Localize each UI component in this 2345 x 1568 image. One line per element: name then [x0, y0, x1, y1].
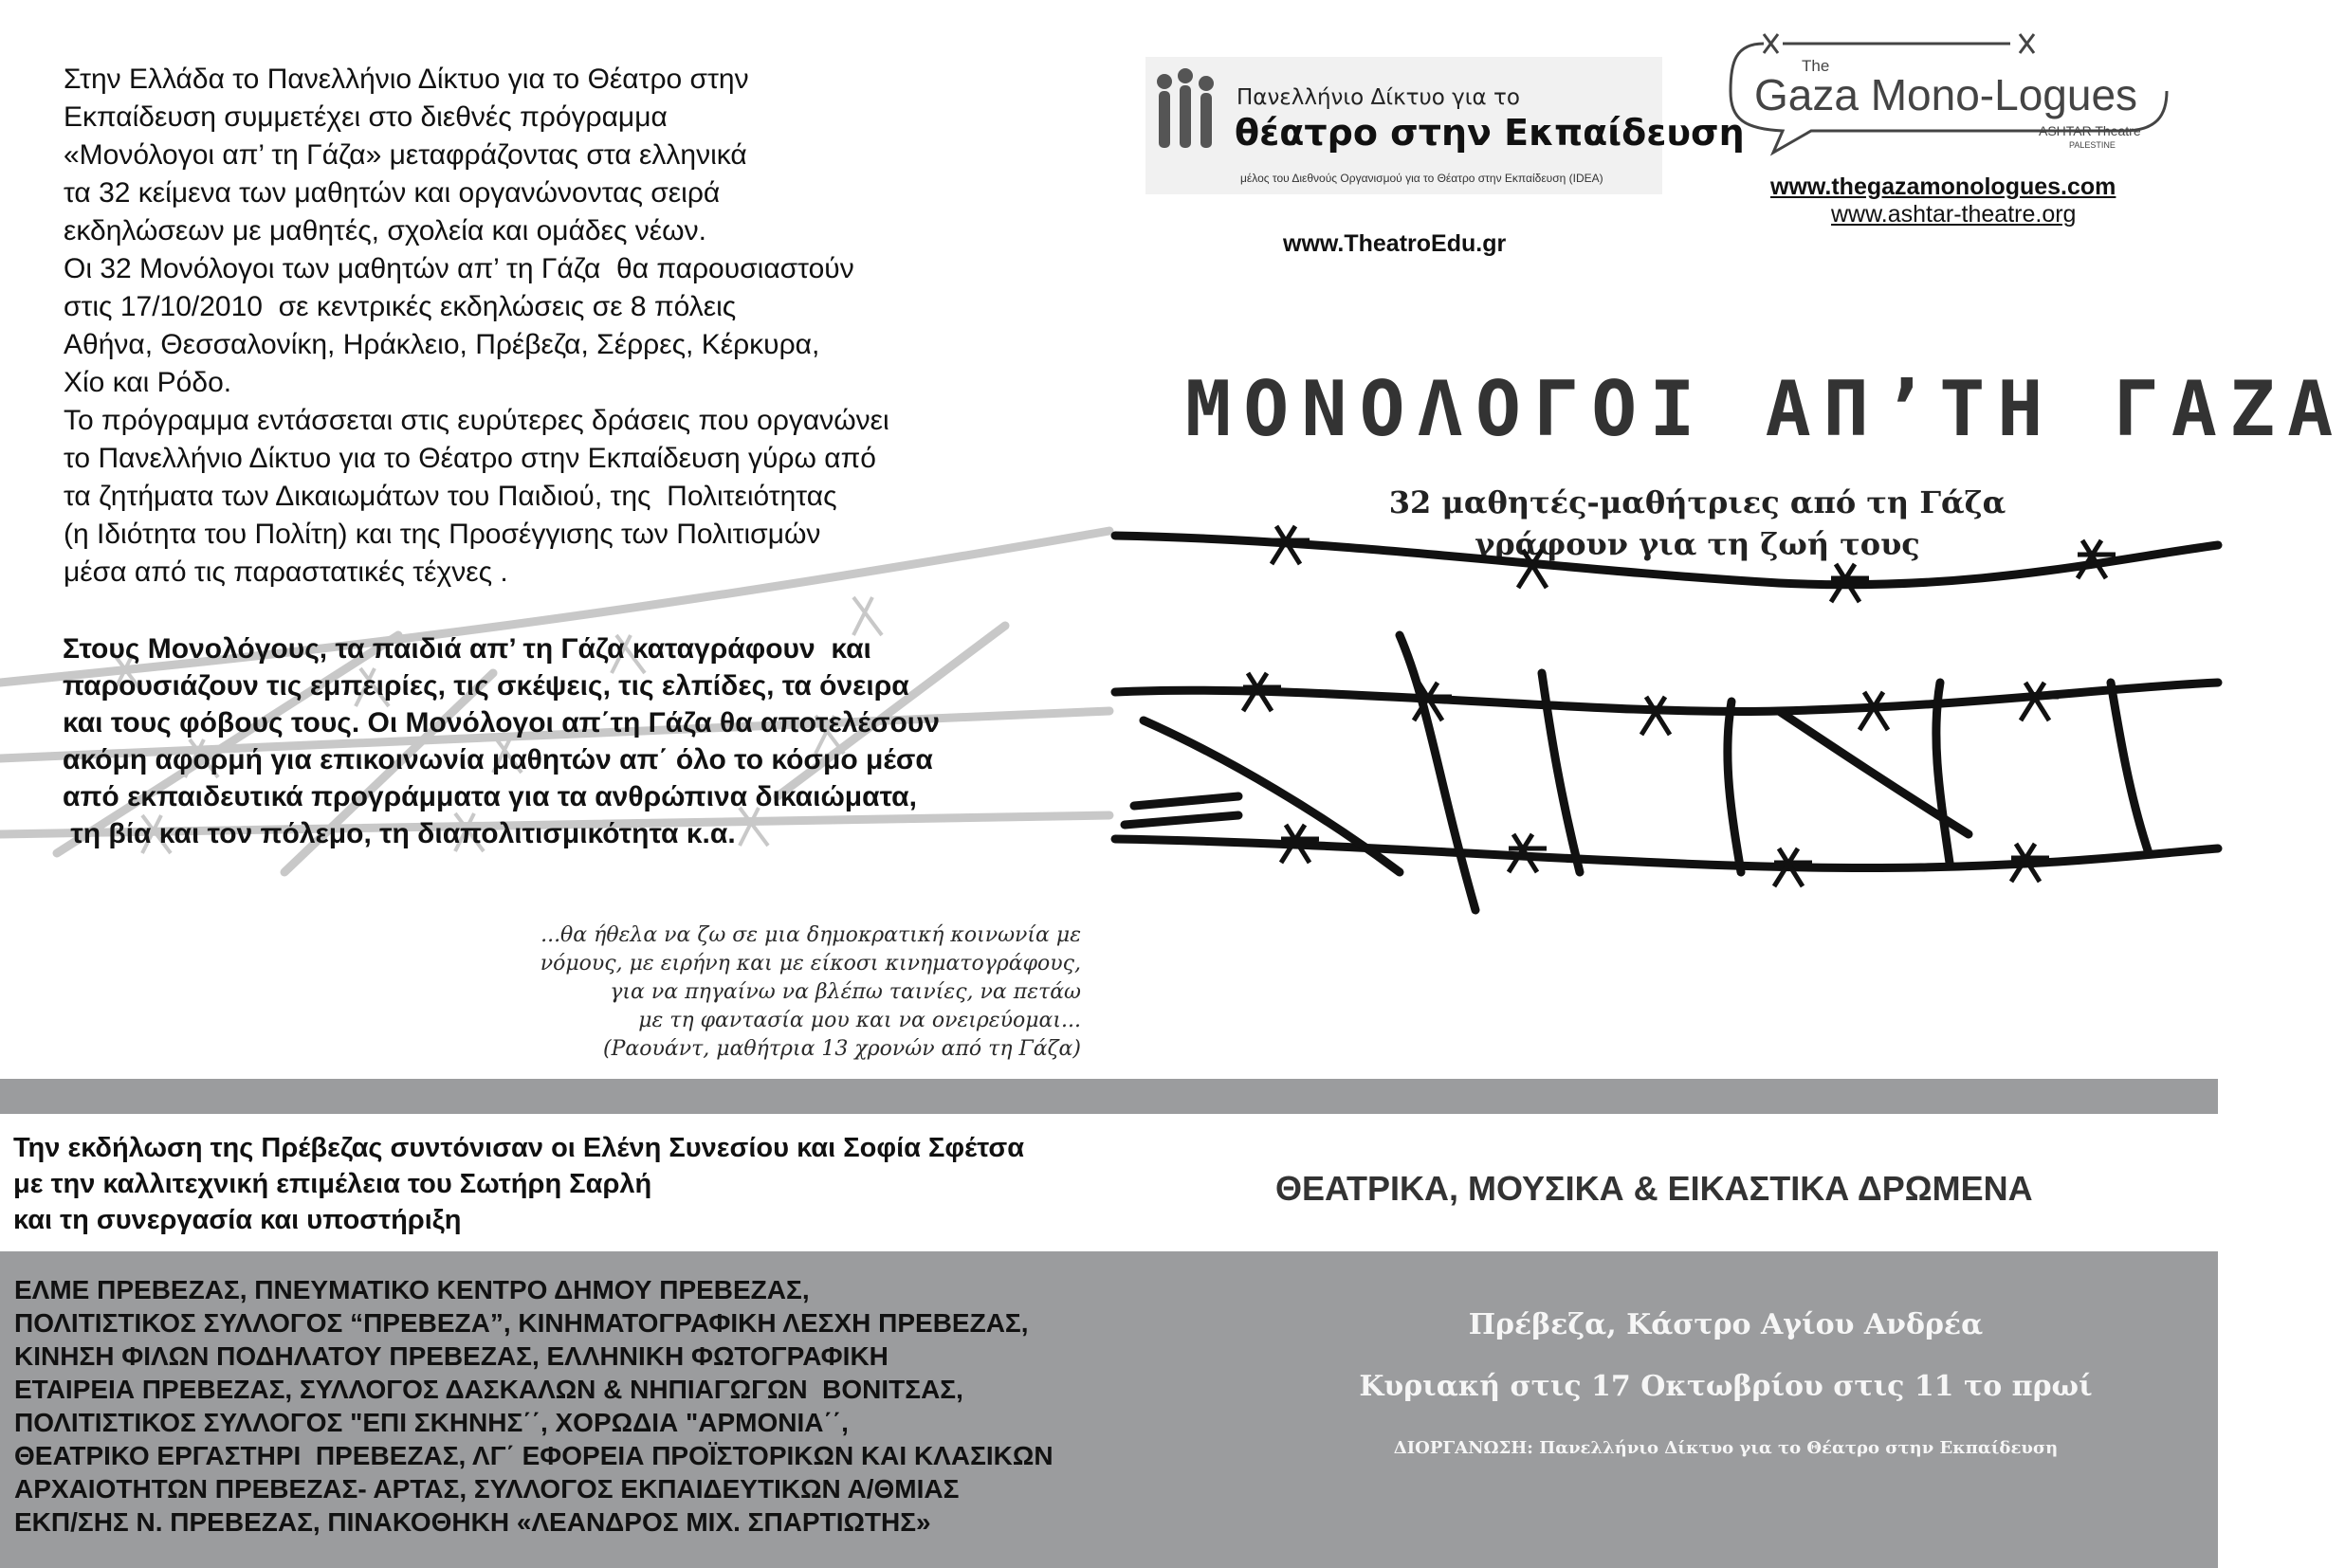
- monologues-description: [63, 630, 1106, 852]
- venue: Πρέβεζα, Κάστρο Αγίου Ανδρέα: [1468, 1308, 1984, 1341]
- quote-line: για να πηγαίνω να βλέπω ταινίες, να πετάω: [610, 980, 1081, 1004]
- sponsor-line: ΕΤΑΙΡΕΙΑ ΠΡΕΒΕΖΑΣ, ΣΥΛΛΟΓΟΣ ΔΑΣΚΑΛΩΝ & ΝΗΠΙΑΓΩΓΩΝ ΒΟΝΙΤΣΑΣ,: [14, 1375, 963, 1404]
- credits-line: με την καλλιτεχνική επιμέλεια του Σωτήρη Σαρλή: [13, 1169, 652, 1199]
- intro-line: στις 17/10/2010 σε κεντρικές εκδηλώσεις σε 8 πόλεις: [64, 291, 737, 322]
- events-heading: ΘΕΑΤΡΙΚΑ, ΜΟΥΣΙΚΑ & ΕΙΚΑΣΤΙΚΑ ΔΡΩΜΕΝΑ: [1275, 1169, 2033, 1208]
- intro-line: τα 32 κείμενα των μαθητών και οργανώνοντας σειρά: [64, 177, 721, 209]
- description-line: ακόμη αφορμή για επικοινωνία μαθητών απ΄ όλο το κόσμο μέσα: [63, 744, 933, 775]
- quote-line: νόμους, με ειρήνη και με είκοσι κινηματογράφους,: [540, 952, 1081, 975]
- handwritten-quote: [512, 921, 1081, 1064]
- description-line: από εκπαιδευτικά προγράμματα για τα ανθρώπινα δικαιώματα,: [63, 781, 917, 812]
- gaza-logo-ashtar: ASHTAR Theatre: [2039, 123, 2141, 138]
- sponsor-line: ΚΙΝΗΣΗ ΦΙΛΩΝ ΠΟΔΗΛΑΤΟΥ ΠΡΕΒΕΖΑΣ, ΕΛΛΗΝΙΚΗ ΦΩΤΟΓΡΑΦΙΚΗ: [14, 1341, 889, 1371]
- intro-line: το Πανελλήνιο Δίκτυο για το Θέατρο στην Εκπαίδευση γύρω από: [64, 443, 876, 474]
- quote-line: ...θα ήθελα να ζω σε μια δημοκρατική κοινωνία με: [540, 923, 1081, 947]
- people-figures-icon: [1145, 63, 1231, 167]
- divider-band: [0, 1079, 2218, 1114]
- sponsor-list: [14, 1273, 1171, 1539]
- gaza-logo-the: The: [1802, 57, 1830, 75]
- gaza-logo-palestine: PALESTINE: [2069, 140, 2116, 150]
- intro-line: Αθήνα, Θεσσαλονίκη, Ηράκλειο, Πρέβεζα, Σέρρες, Κέρκυρα,: [64, 329, 820, 360]
- intro-line: εκδηλώσεων με μαθητές, σχολεία και ομάδες νέων.: [64, 215, 706, 246]
- ashtar-theatre-link[interactable]: www.ashtar-theatre.org: [1831, 201, 2077, 228]
- intro-line: Το πρόγραμμα εντάσσεται στις ευρύτερες δράσεις που οργανώνει: [64, 405, 889, 436]
- intro-line: Στην Ελλάδα το Πανελλήνιο Δίκτυο για το Θέατρο στην: [64, 64, 749, 95]
- sponsor-line: ΠΟΛΙΤΙΣΤΙΚΟΣ ΣΥΛΛΟΓΟΣ "ΕΠΙ ΣΚΗΝΗΣ΄΄, ΧΟΡΩΔΙΑ "ΑΡΜΟΝΙΑ΄΄,: [14, 1408, 849, 1437]
- pde-logo-line3: μέλος του Διεθνούς Οργανισμού για το Θέατρο στην Εκπαίδευση (IDEA): [1240, 172, 1603, 185]
- sponsor-line: ΘΕΑΤΡΙΚΟ ΕΡΓΑΣΤΗΡΙ ΠΡΕΒΕΖΑΣ, ΛΓ΄ ΕΦΟΡΕΙΑ ΠΡΟΪΣΤΟΡΙΚΩΝ ΚΑΙ ΚΛΑΣΙΚΩΝ: [14, 1441, 1053, 1470]
- theatroedu-link[interactable]: www.TheatroEdu.gr: [1283, 230, 1507, 257]
- subtitle-line: 32 μαθητές-μαθήτριες από τη Γάζα: [1388, 484, 2006, 520]
- description-line: και τους φόβους τους. Οι Μονόλογοι απ΄τη Γάζα θα αποτελέσουν: [63, 707, 940, 738]
- intro-line: Εκπαίδευση συμμετέχει στο διεθνές πρόγραμμα: [64, 101, 668, 133]
- intro-line: μέσα από τις παραστατικές τέχνες .: [64, 556, 508, 588]
- description-line: τη βία και τον πόλεμο, τη διαπολιτισμικότητα κ.α.: [63, 818, 736, 849]
- quote-line: (Ραουάντ, μαθήτρια 13 χρονών από τη Γάζα): [603, 1037, 1081, 1061]
- intro-line: «Μονόλογοι απ’ τη Γάζα» μεταφράζοντας στα ελληνικά: [64, 139, 747, 171]
- organizer: ΔΙΟΡΓΑΝΩΣΗ: Πανελλήνιο Δίκτυο για το Θέατρο στην Εκπαίδευση: [1393, 1438, 2059, 1458]
- sponsor-line: ΠΟΛΙΤΙΣΤΙΚΟΣ ΣΥΛΛΟΓΟΣ “ΠΡΕΒΕΖΑ”, ΚΙΝΗΜΑΤΟΓΡΑΦΙΚΗ ΛΕΣΧΗ ΠΡΕΒΕΖΑΣ,: [14, 1308, 1029, 1338]
- sponsor-line: ΑΡΧΑΙΟΤΗΤΩΝ ΠΡΕΒΕΖΑΣ- ΑΡΤΑΣ, ΣΥΛΛΟΓΟΣ ΕΚΠΑΙΔΕΥΤΙΚΩΝ Α/ΘΜΙΑΣ: [14, 1474, 960, 1504]
- sponsor-line: ΕΚΠ/ΣΗΣ Ν. ΠΡΕΒΕΖΑΣ, ΠΙΝΑΚΟΘΗΚΗ «ΛΕΑΝΔΡΟΣ ΜΙΧ. ΣΠΑΡΤΙΩΤΗΣ»: [14, 1507, 931, 1537]
- main-title: ΜΟΝΟΛΟΓΟΙ ΑΠ’ΤΗ ΓΑΖΑ: [1185, 365, 2345, 453]
- quote-line: με τη φαντασία μου και να ονειρεύομαι...: [638, 1009, 1081, 1032]
- credits-line: Την εκδήλωση της Πρέβεζας συντόνισαν οι Ελένη Συνεσίου και Σοφία Σφέτσα: [13, 1133, 1025, 1163]
- description-line: παρουσιάζουν τις εμπειρίες, τις σκέψεις, τις ελπίδες, τα όνειρα: [63, 670, 909, 702]
- pde-logo-line2: θέατρο στην Εκπαίδευση: [1235, 112, 1745, 154]
- intro-line: Χίο και Ρόδο.: [64, 367, 232, 398]
- sponsor-line: ΕΛΜΕ ΠΡΕΒΕΖΑΣ, ΠΝΕΥΜΑΤΙΚΟ ΚΕΝΤΡΟ ΔΗΜΟΥ ΠΡΕΒΕΖΑΣ,: [14, 1275, 810, 1304]
- intro-line: (η Ιδιότητα του Πολίτη) και της Προσέγγισης των Πολιτισμών: [64, 519, 821, 550]
- subtitle-line: γράφουν για τη ζωή τους: [1475, 526, 1920, 562]
- pde-logo: [1145, 57, 1745, 194]
- pde-logo-line1: Πανελλήνιο Δίκτυο για το: [1237, 85, 1520, 110]
- event-date: Κυριακή στις 17 Οκτωβρίου στις 11 το πρωί: [1359, 1370, 2093, 1403]
- credits-line: και τη συνεργασία και υποστήριξη: [13, 1205, 462, 1235]
- coordination-credits: [13, 1130, 1170, 1238]
- intro-line: Οι 32 Μονόλογοι των μαθητών απ’ τη Γάζα θα παρουσιαστούν: [64, 253, 854, 284]
- intro-line: τα ζητήματα των Δικαιωμάτων του Παιδιού, της Πολιτειότητας: [64, 481, 837, 512]
- barbed-wire-illustration: [1115, 512, 2218, 910]
- description-line: Στους Μονολόγους, τα παιδιά απ’ τη Γάζα καταγράφουν και: [63, 633, 871, 665]
- gaza-logo-title: Gaza Mono-Logues: [1754, 70, 2138, 119]
- intro-paragraph: [64, 61, 1069, 592]
- gaza-monologues-link[interactable]: www.thegazamonologues.com: [1770, 173, 2116, 200]
